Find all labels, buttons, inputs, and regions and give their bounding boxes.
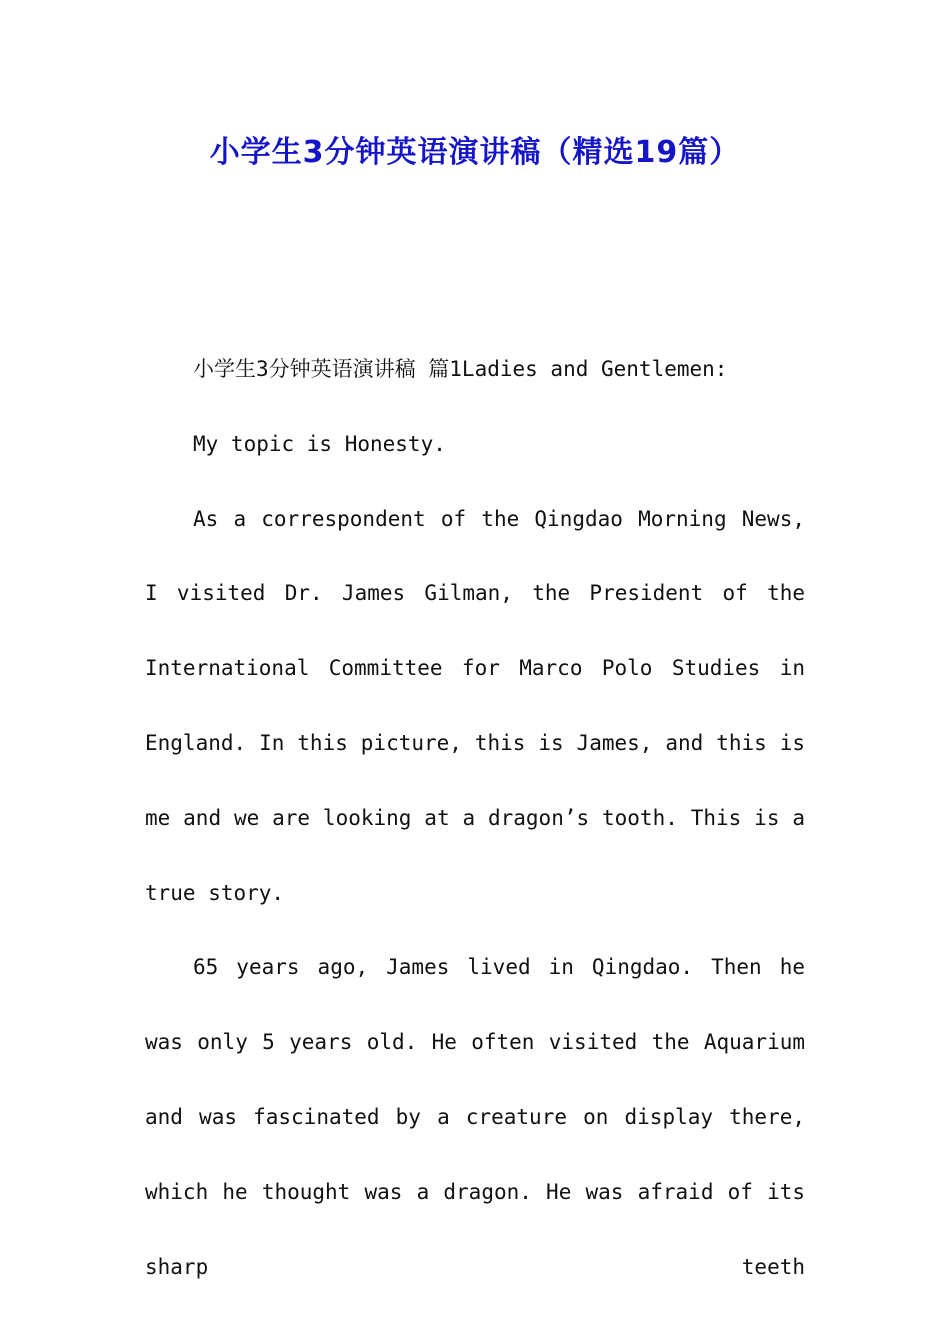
document-title: 小学生3分钟英语演讲稿（精选19篇） (209, 135, 741, 170)
paragraph-correspondent: As a correspondent of the Qingdao Morning News, I visited Dr. James Gilman, the President of the International Committee for Marco Polo Studies in England. In this picture, this is James, and this is me and we are looking at a dragon’s tooth. This is a true story. (145, 506, 805, 905)
paragraph-story: 65 years ago, James lived in Qingdao. Then he was only 5 years old. He often visited the Aquarium and was fascinated by a creature on display there, which he thought was a dragon. He was afraid of its sharp teeth (145, 955, 805, 1279)
paragraph-heading: 小学生3分钟英语演讲稿 篇1Ladies and Gentlemen: (193, 357, 728, 381)
paragraph-topic: My topic is Honesty. (193, 431, 446, 456)
document-body (145, 332, 805, 1304)
